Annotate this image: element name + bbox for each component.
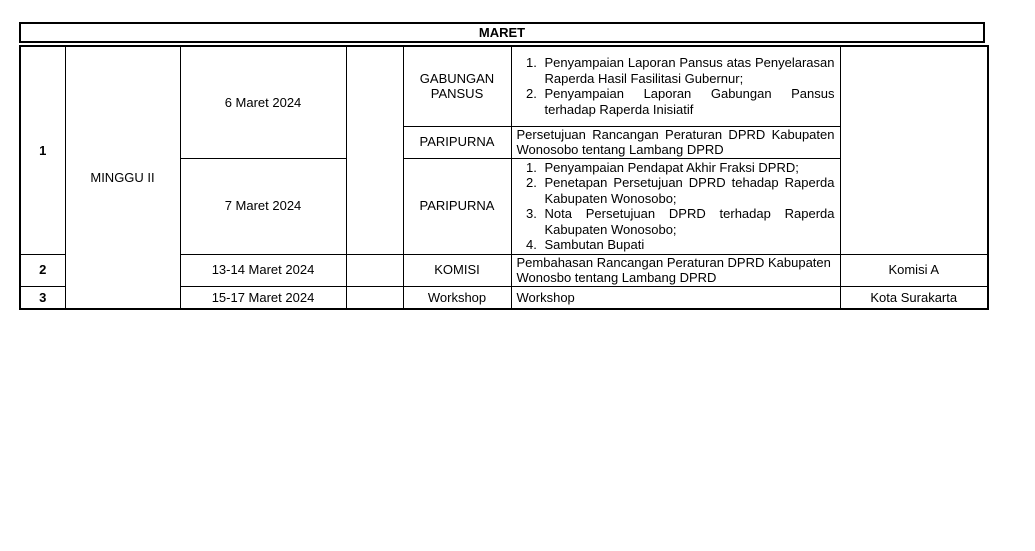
schedule-table [19, 45, 989, 310]
activity-type-cell: Workshop [403, 286, 511, 309]
date-cell: 15-17 Maret 2024 [180, 286, 346, 309]
agenda-list [517, 55, 835, 117]
empty-cell [346, 46, 403, 254]
month-label: MARET [478, 25, 526, 40]
place-cell: Kota Surakarta [840, 286, 988, 309]
agenda-cell [511, 46, 840, 126]
agenda-item: 2. Penyampaian Laporan Gabungan Pansus terhadap Raperda Inisiatif [541, 86, 835, 117]
agenda-cell: Persetujuan Rancangan Peraturan DPRD Kabupaten Wonosobo tentang Lambang DPRD [511, 126, 840, 158]
agenda-cell [511, 158, 840, 254]
row-number: 2 [20, 254, 65, 286]
agenda-item: 4. Sambutan Bupati [541, 237, 835, 253]
month-header [19, 22, 985, 43]
activity-type-cell: KOMISI [403, 254, 511, 286]
activity-type-cell: PARIPURNA [403, 158, 511, 254]
table-row [20, 46, 988, 126]
agenda-item: 1. Penyampaian Laporan Pansus atas Penyelarasan Raperda Hasil Fasilitasi Gubernur; [541, 55, 835, 86]
activity-type-cell: PARIPURNA [403, 126, 511, 158]
empty-cell [346, 254, 403, 286]
row-number: 3 [20, 286, 65, 309]
activity-type-cell: GABUNGAN PANSUS [403, 46, 511, 126]
agenda-item: 2. Penetapan Persetujuan DPRD tehadap Raperda Kabupaten Wonosobo; [541, 175, 835, 206]
place-cell [840, 46, 988, 254]
date-cell: 6 Maret 2024 [180, 46, 346, 158]
date-cell: 7 Maret 2024 [180, 158, 346, 254]
agenda-list [517, 160, 835, 253]
date-cell: 13-14 Maret 2024 [180, 254, 346, 286]
agenda-cell: Pembahasan Rancangan Peraturan DPRD Kabupaten Wonosbo tentang Lambang DPRD [511, 254, 840, 286]
agenda-item: 3. Nota Persetujuan DPRD terhadap Raperda Kabupaten Wonosobo; [541, 206, 835, 237]
place-cell: Komisi A [840, 254, 988, 286]
row-number: 1 [20, 46, 65, 254]
agenda-cell: Workshop [511, 286, 840, 309]
empty-cell [346, 286, 403, 309]
agenda-item: 1. Penyampaian Pendapat Akhir Fraksi DPRD; [541, 160, 835, 176]
week-cell: MINGGU II [65, 46, 180, 309]
